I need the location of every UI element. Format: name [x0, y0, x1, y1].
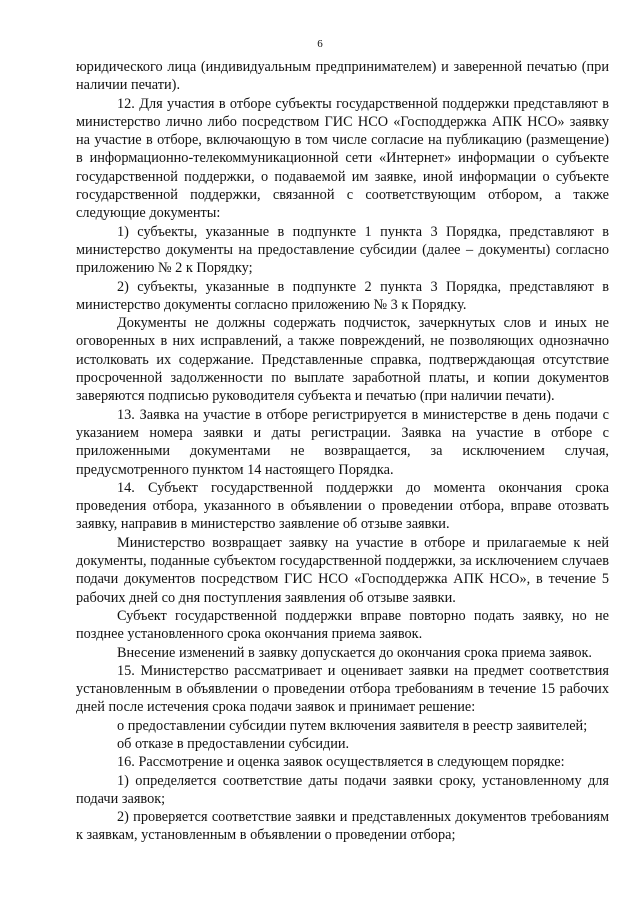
paragraph-item-12: 12. Для участия в отборе субъекты государственной поддержки представляют в министерство лично либо посредством ГИС НСО «Господдержка АПК НСО» заявку на участие в отборе, включающую в том числе согласие на публикацию (размещение) в информационно-телекоммуникационной сети «Интернет» информации о субъекте государственной поддержки, о подаваемой им заявке, иной информации о субъекте государственной поддержки, связанной с соответствующим отбором, а также следующие документы: — [76, 95, 609, 222]
paragraph-amendments: Внесение изменений в заявку допускается до окончания срока приема заявок. — [117, 644, 593, 661]
paragraph-item-14: 14. Субъект государственной поддержки до момента окончания срока проведения отбора, указанного в объявлении о проведении отбора, вправе отозвать заявку, направив в министерство заявление об отзыве заявки. — [76, 479, 609, 533]
paragraph-return-application: Министерство возвращает заявку на участие в отборе и прилагаемые к ней документы, поданные субъектом государственной поддержки, за исключением случаев подачи документов посредством ГИС НСО «Господдержка АПК НСО», в течение 5 рабочих дней со дня поступления заявления об отзыве заявки. — [76, 534, 609, 606]
paragraph-item-16: 16. Рассмотрение и оценка заявок осуществляется в следующем порядке: — [117, 754, 565, 771]
paragraph-subitem-16-1: 1) определяется соответствие даты подачи заявки сроку, установленному для подачи заявок; — [76, 772, 609, 807]
paragraph-documents-requirements: Документы не должны содержать подчисток, зачеркнутых слов и иных не оговоренных в них исправлений, а также повреждений, не позволяющих однозначно истолковать их содержание. Представленные справка, подтверждающая отсутствие просроченной задолженности по выплате заработной платы, и копии документов заверяются подписью руководителя субъекта и печатью (при наличии печати). — [76, 315, 609, 405]
paragraph-item-15: 15. Министерство рассматривает и оценивает заявки на предмет соответствия установленным в объявлении о проведении отбора требованиям в течение 15 рабочих дней после истечения срока подачи заявок и принимает решение: — [76, 662, 609, 716]
document-body — [76, 58, 609, 845]
paragraph-item-13: 13. Заявка на участие в отборе регистрируется в министерстве в день подачи с указанием номера заявки и даты регистрации. Заявка на участие в отборе с приложенными документами не возвращается, за исключением случая, предусмотренного пунктом 14 настоящего Порядка. — [76, 406, 609, 478]
paragraph-subitem-16-2: 2) проверяется соответствие заявки и представленных документов требованиям к заявкам, установленным в объявлении о проведении отбора; — [76, 809, 609, 844]
paragraph-decision-refuse: об отказе в предоставлении субсидии. — [117, 735, 350, 752]
page-number: 6 — [317, 38, 323, 50]
paragraph-continuation: юридического лица (индивидуальным предпринимателем) и заверенной печатью (при наличии печати). — [76, 59, 609, 94]
paragraph-decision-grant: о предоставлении субсидии путем включения заявителя в реестр заявителей; — [117, 717, 588, 734]
paragraph-subitem-12-1: 1) субъекты, указанные в подпункте 1 пункта 3 Порядка, представляют в министерство документы на предоставление субсидии (далее – документы) согласно приложению № 2 к Порядку; — [76, 223, 609, 277]
paragraph-resubmission: Субъект государственной поддержки вправе повторно подать заявку, но не позднее установленного срока окончания приема заявок. — [76, 607, 609, 643]
paragraph-subitem-12-2: 2) субъекты, указанные в подпункте 2 пункта 3 Порядка, представляют в министерство документы согласно приложению № 3 к Порядку. — [76, 278, 609, 313]
